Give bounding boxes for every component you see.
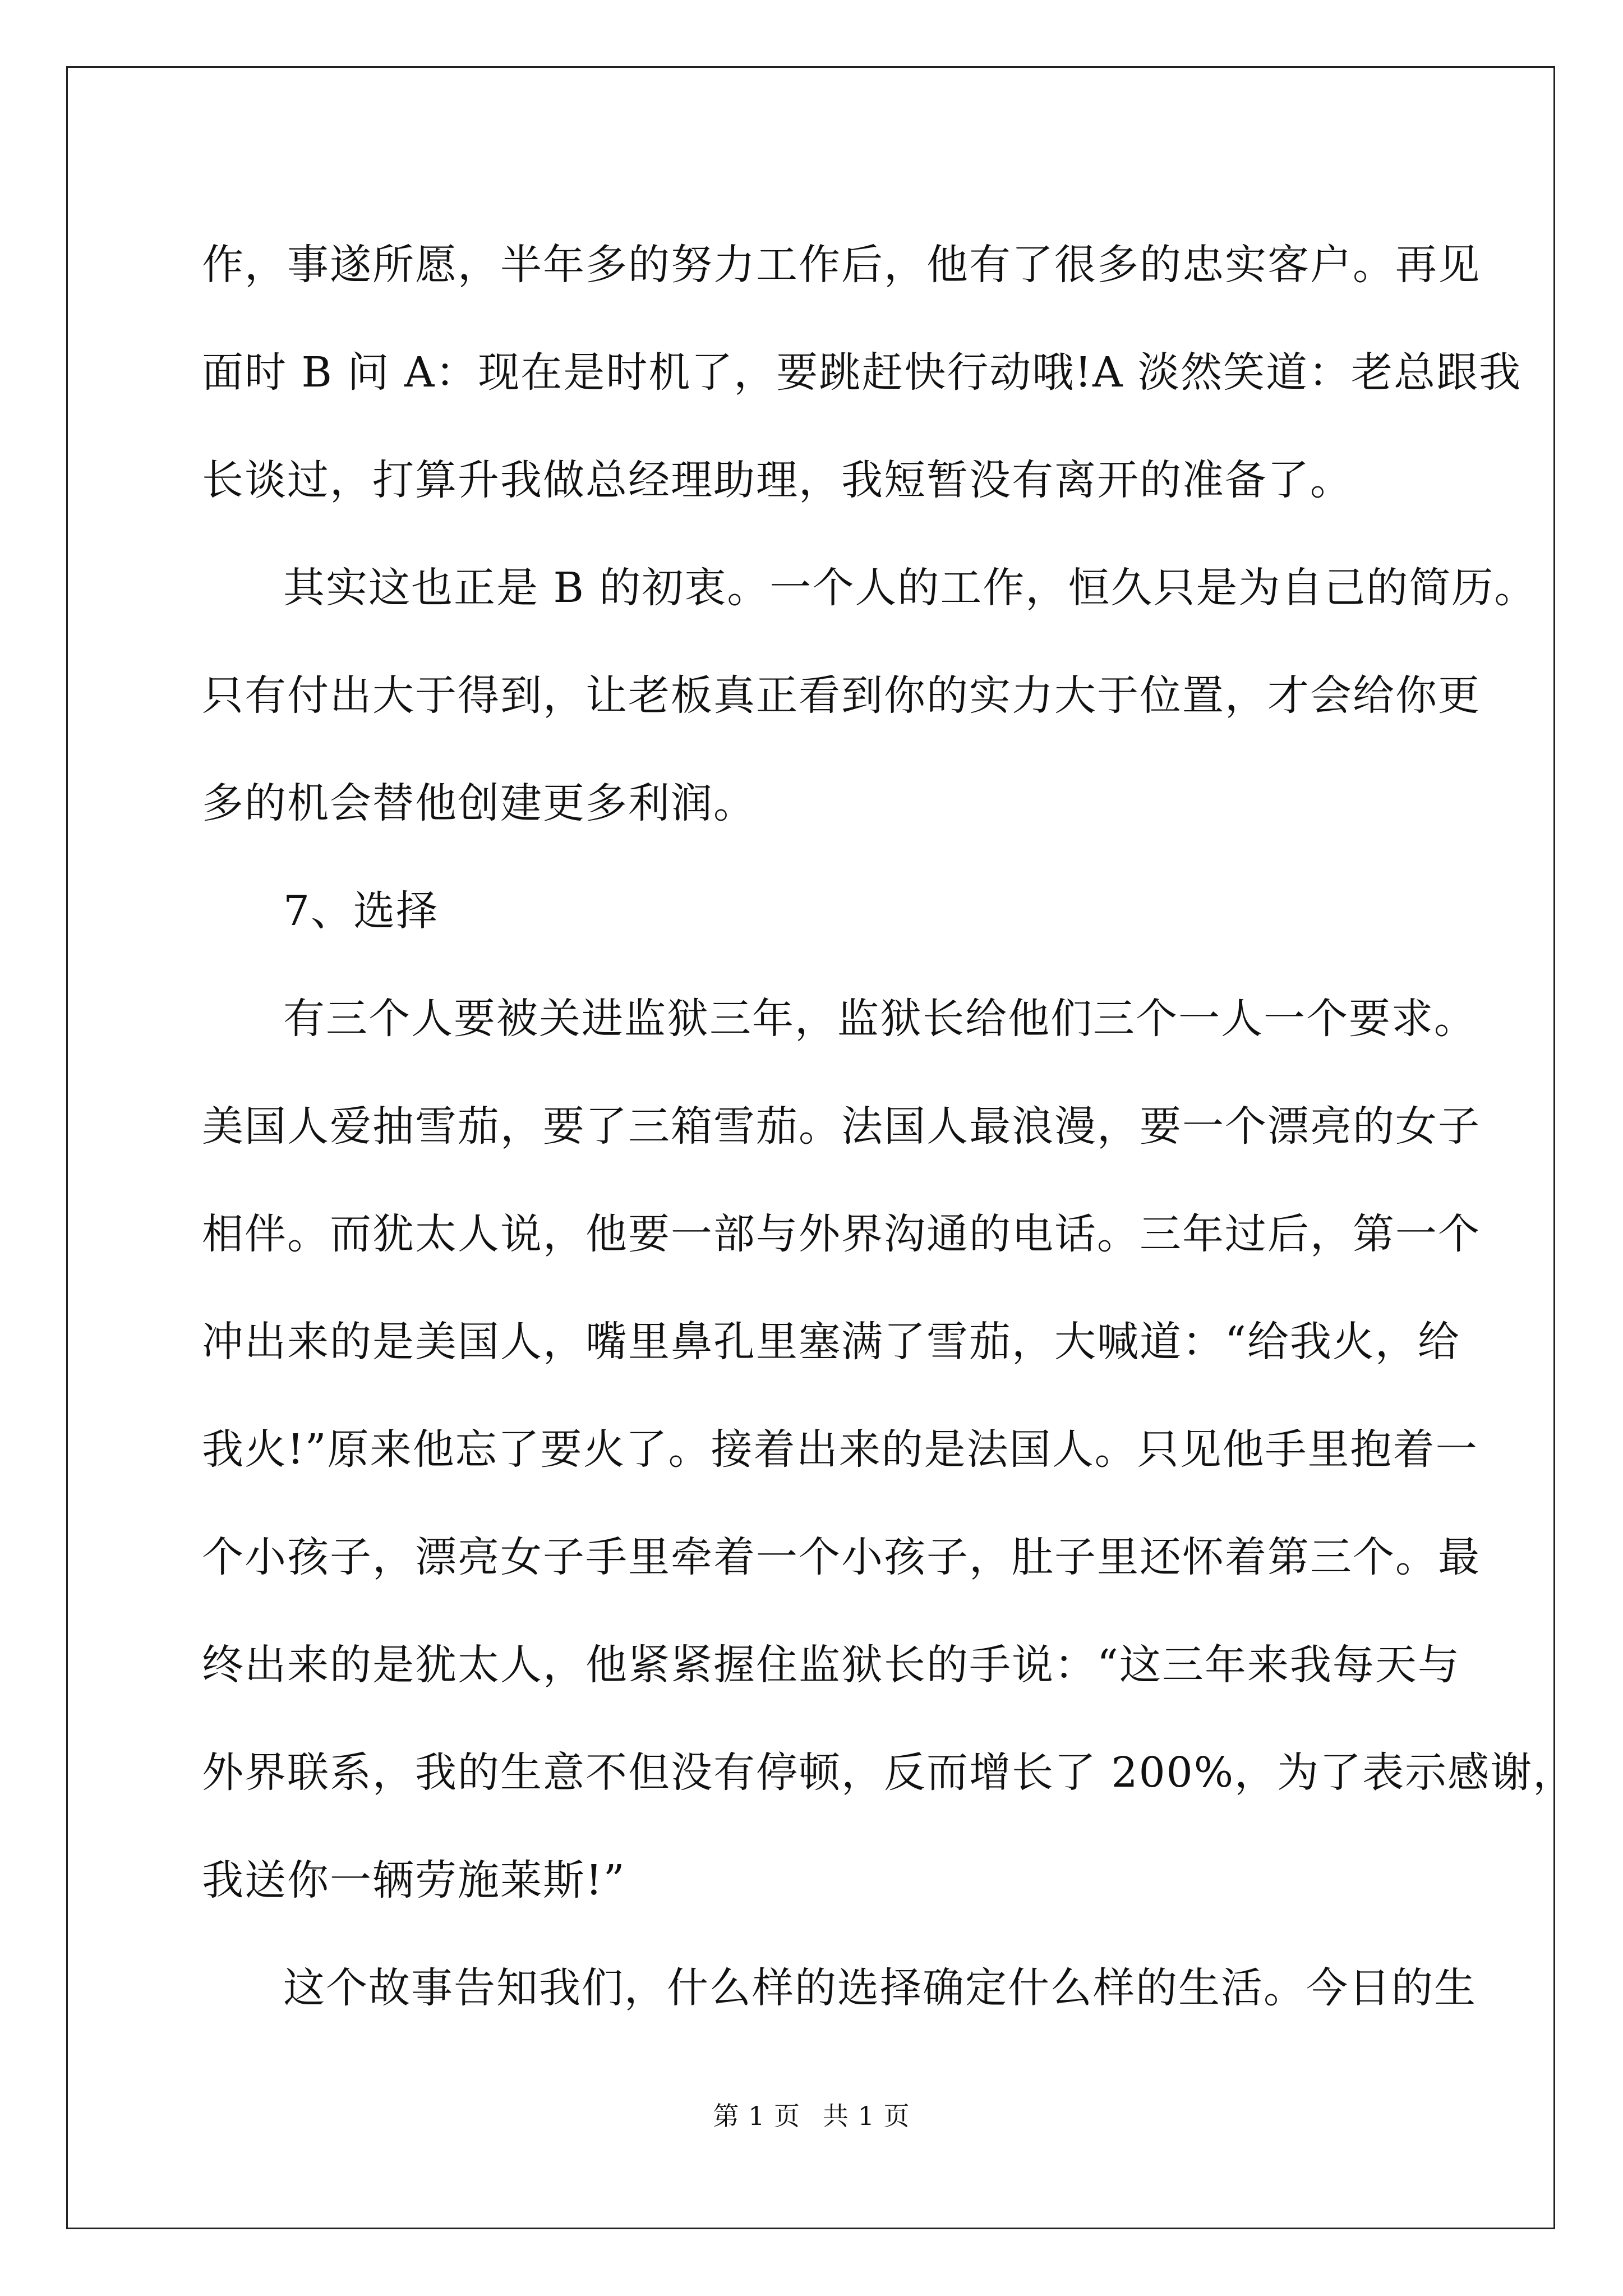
page-number: 第 1 页 — [713, 2101, 800, 2131]
text-line: 多的机会替他创建更多利润。 — [202, 779, 756, 827]
text-line: 有三个人要被关进监狱三年，监狱长给他们三个一人一个要求。 — [283, 995, 1477, 1043]
text-line: 这个故事告知我们，什么样的选择确定什么样的生活。今日的生 — [283, 1964, 1477, 2012]
text-line: 我火!”原来他忘了要火了。接着出来的是法国人。只见他手里抱着一 — [202, 1425, 1478, 1474]
text-line: 只有付出大于得到，让老板真正看到你的实力大于位置，才会给你更 — [202, 671, 1481, 720]
text-line: 终出来的是犹太人，他紧紧握住监狱长的手说：“这三年来我每天与 — [202, 1641, 1460, 1689]
text-line: 其实这也正是 B 的初衷。一个人的工作，恒久只是为自己的简历。 — [283, 564, 1537, 612]
page-total: 共 1 页 — [823, 2101, 910, 2131]
section-heading: 7、选择 — [283, 887, 439, 935]
text-line: 我送你一辆劳施莱斯!” — [202, 1856, 626, 1904]
text-line: 长谈过，打算升我做总经理助理，我短暂没有离开的准备了。 — [202, 456, 1353, 504]
page-footer — [0, 2099, 1623, 2133]
text-line: 个小孩子，漂亮女子手里牵着一个小孩子，肚子里还怀着第三个。最 — [202, 1533, 1481, 1581]
text-line: 美国人爱抽雪茄，要了三箱雪茄。法国人最浪漫，要一个漂亮的女子 — [202, 1102, 1481, 1151]
text-line: 面时 B 问 A：现在是时机了，要跳赶快行动哦!A 淡然笑道：老总跟我 — [202, 348, 1522, 397]
text-line: 冲出来的是美国人，嘴里鼻孔里塞满了雪茄，大喊道：“给我火，给 — [202, 1318, 1460, 1366]
text-line: 作，事遂所愿，半年多的努力工作后，他有了很多的忠实客户。再见 — [202, 241, 1481, 289]
document-body — [202, 211, 1576, 2042]
text-line: 外界联系，我的生意不但没有停顿，反而增长了 200%，为了表示感谢， — [202, 1749, 1576, 1797]
text-line: 相伴。而犹太人说，他要一部与外界沟通的电话。三年过后，第一个 — [202, 1210, 1481, 1258]
